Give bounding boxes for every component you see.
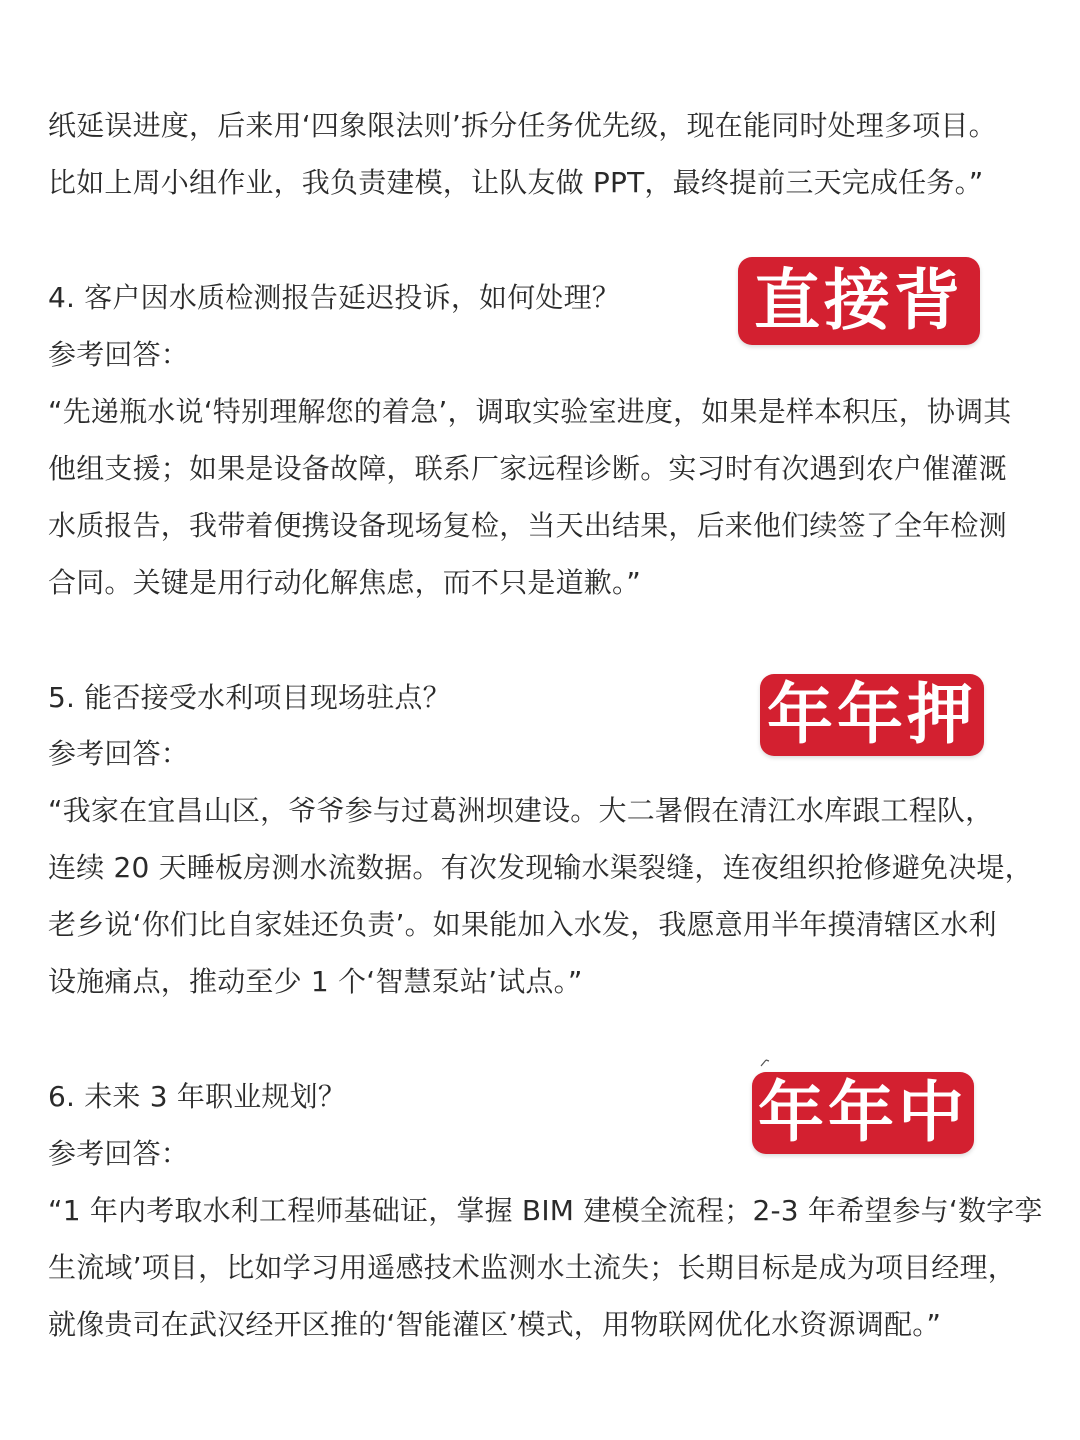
answer-line: 合同。关键是用行动化解焦虑，而不只是道歉。”: [48, 566, 641, 599]
answer-line: “1 年内考取水利工程师基础证，掌握 BIM 建模全流程；2-3 年希望参与‘数字孪: [48, 1194, 1043, 1227]
answer-line: 老乡说‘你们比自家娃还负责’。如果能加入水发，我愿意用半年摸清辖区水利: [48, 908, 997, 941]
answer-line: 他组支援；如果是设备故障，联系厂家远程诊断。实习时有次遇到农户催灌溉: [48, 452, 1007, 485]
stroke-mark-icon: [760, 1058, 770, 1068]
answer-label: 参考回答：: [48, 1137, 190, 1170]
answer-label: 参考回答：: [48, 338, 190, 371]
intro-line: 比如上周小组作业，我负责建模，让队友做 PPT，最终提前三天完成任务。”: [48, 166, 984, 199]
answer-line: “我家在宜昌山区，爷爷参与过葛洲坝建设。大二暑假在清江水库跟工程队，: [48, 794, 994, 827]
badge-stamp: 年年押: [760, 674, 984, 756]
answer-line: 生流域’项目，比如学习用遥感技术监测水土流失；长期目标是成为项目经理，: [48, 1251, 1016, 1284]
badge-stamp: 年年中: [752, 1072, 974, 1154]
answer-line: 连续 20 天睡板房测水流数据。有次发现输水渠裂缝，连夜组织抢修避免决堤，: [48, 851, 1033, 884]
answer-line: 水质报告，我带着便携设备现场复检，当天出结果，后来他们续签了全年检测: [48, 509, 1007, 542]
answer-label: 参考回答：: [48, 737, 190, 770]
question-title: 6. 未来 3 年职业规划？: [48, 1080, 347, 1113]
badge-stamp: 直接背: [738, 257, 980, 345]
intro-line: 纸延误进度，后来用‘四象限法则’拆分任务优先级，现在能同时处理多项目。: [48, 109, 997, 142]
question-title: 5. 能否接受水利项目现场驻点？: [48, 681, 451, 714]
answer-line: 就像贵司在武汉经开区推的‘智能灌区’模式，用物联网优化水资源调配。”: [48, 1308, 942, 1341]
answer-line: “先递瓶水说‘特别理解您的着急’，调取实验室进度，如果是样本积压，协调其: [48, 395, 1012, 428]
question-title: 4. 客户因水质检测报告延迟投诉，如何处理？: [48, 281, 621, 314]
answer-line: 设施痛点，推动至少 1 个‘智慧泵站’试点。”: [48, 965, 583, 998]
